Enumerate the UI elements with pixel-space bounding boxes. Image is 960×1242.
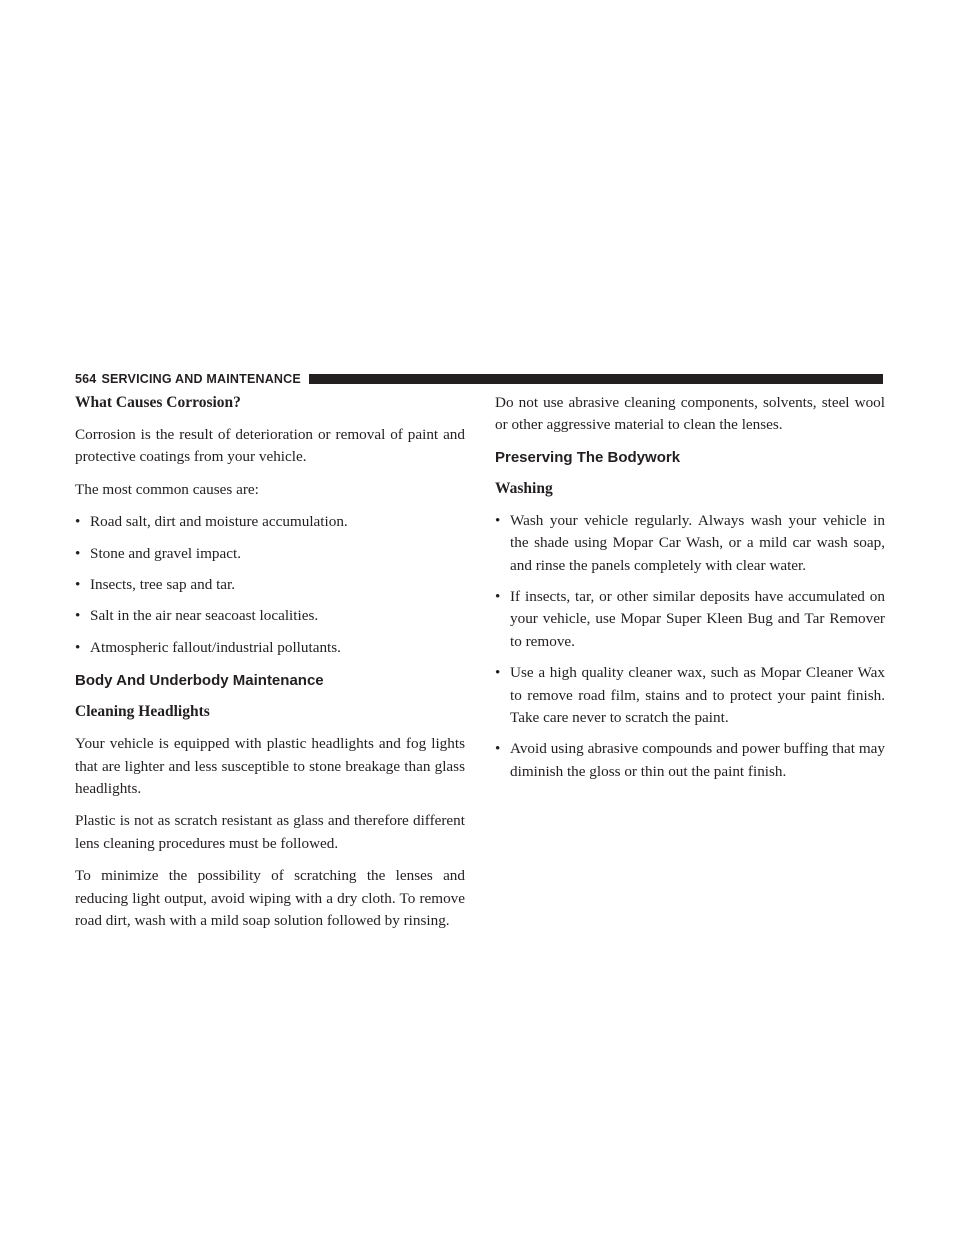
list-item (75, 511, 465, 533)
corrosion-heading: What Causes Corrosion? (75, 394, 241, 411)
body-maintenance-heading: Body And Underbody Maintenance (75, 672, 324, 690)
list-item-text: Atmospheric fallout/industrial pollutants. (90, 638, 341, 656)
bullet-icon: • (495, 740, 501, 758)
headlights-paragraph-3: To minimize the possibility of scratching the lenses and reducing light output, avoid wiping with a dry cloth. To remove road dirt, wash with a mild soap solution followed by rinsing. (75, 867, 465, 930)
page-number: 564 (75, 372, 97, 386)
bullet-icon: • (75, 576, 81, 594)
causes-intro: The most common causes are: (75, 480, 259, 498)
header-rule (309, 374, 883, 384)
list-item-text: Wash your vehicle regularly. Always wash your vehicle in the shade using Mopar Car Wash, or a mild car wash soap, and rinse the panels completely with clear water. (510, 511, 885, 574)
bullet-icon: • (75, 544, 81, 562)
cleaning-headlights-heading: Cleaning Headlights (75, 703, 210, 721)
list-item (75, 637, 465, 659)
corrosion-intro: Corrosion is the result of deterioration or removal of paint and protective coatings from your vehicle. (75, 426, 465, 466)
bullet-icon: • (495, 664, 501, 682)
list-item-text: Stone and gravel impact. (90, 544, 241, 562)
causes-list (75, 511, 465, 659)
list-item (495, 510, 885, 577)
list-item (75, 605, 465, 627)
list-item-text: Road salt, dirt and moisture accumulation. (90, 513, 348, 531)
list-item-text: If insects, tar, or other similar deposits have accumulated on your vehicle, use Mopar Super Kleen Bug and Tar Remover to remove. (510, 588, 885, 650)
bullet-icon: • (75, 607, 81, 625)
section-title: SERVICING AND MAINTENANCE (101, 372, 301, 386)
preserving-bodywork-heading: Preserving The Bodywork (495, 448, 681, 466)
bullet-icon: • (75, 513, 81, 531)
list-item-text: Use a high quality cleaner wax, such as Mopar Cleaner Wax to remove road film, stains and to protect your paint finish. Take care never to scratch the paint. (510, 664, 885, 727)
bullet-icon: • (75, 638, 81, 656)
list-item (495, 738, 885, 783)
page-header (75, 371, 883, 387)
lenses-note: Do not use abrasive cleaning components, solvents, steel wool or other aggressive material to clean the lenses. (495, 394, 885, 434)
list-item (495, 662, 885, 729)
list-item-text: Salt in the air near seacoast localities. (90, 607, 319, 625)
list-item-text: Insects, tree sap and tar. (90, 576, 236, 594)
washing-heading: Washing (495, 479, 553, 497)
list-item (75, 543, 465, 565)
headlights-paragraph-2: Plastic is not as scratch resistant as glass and therefore different lens cleaning procedures must be followed. (75, 812, 465, 852)
left-column (75, 392, 465, 943)
list-item (75, 574, 465, 596)
list-item (495, 586, 885, 653)
headlights-paragraph-1: Your vehicle is equipped with plastic headlights and fog lights that are lighter and less susceptible to stone breakage than glass headlights. (75, 735, 465, 798)
washing-list (495, 510, 885, 783)
right-column (495, 392, 885, 792)
list-item-text: Avoid using abrasive compounds and power buffing that may diminish the gloss or thin out the paint finish. (510, 740, 885, 780)
bullet-icon: • (495, 511, 501, 529)
bullet-icon: • (495, 588, 501, 606)
